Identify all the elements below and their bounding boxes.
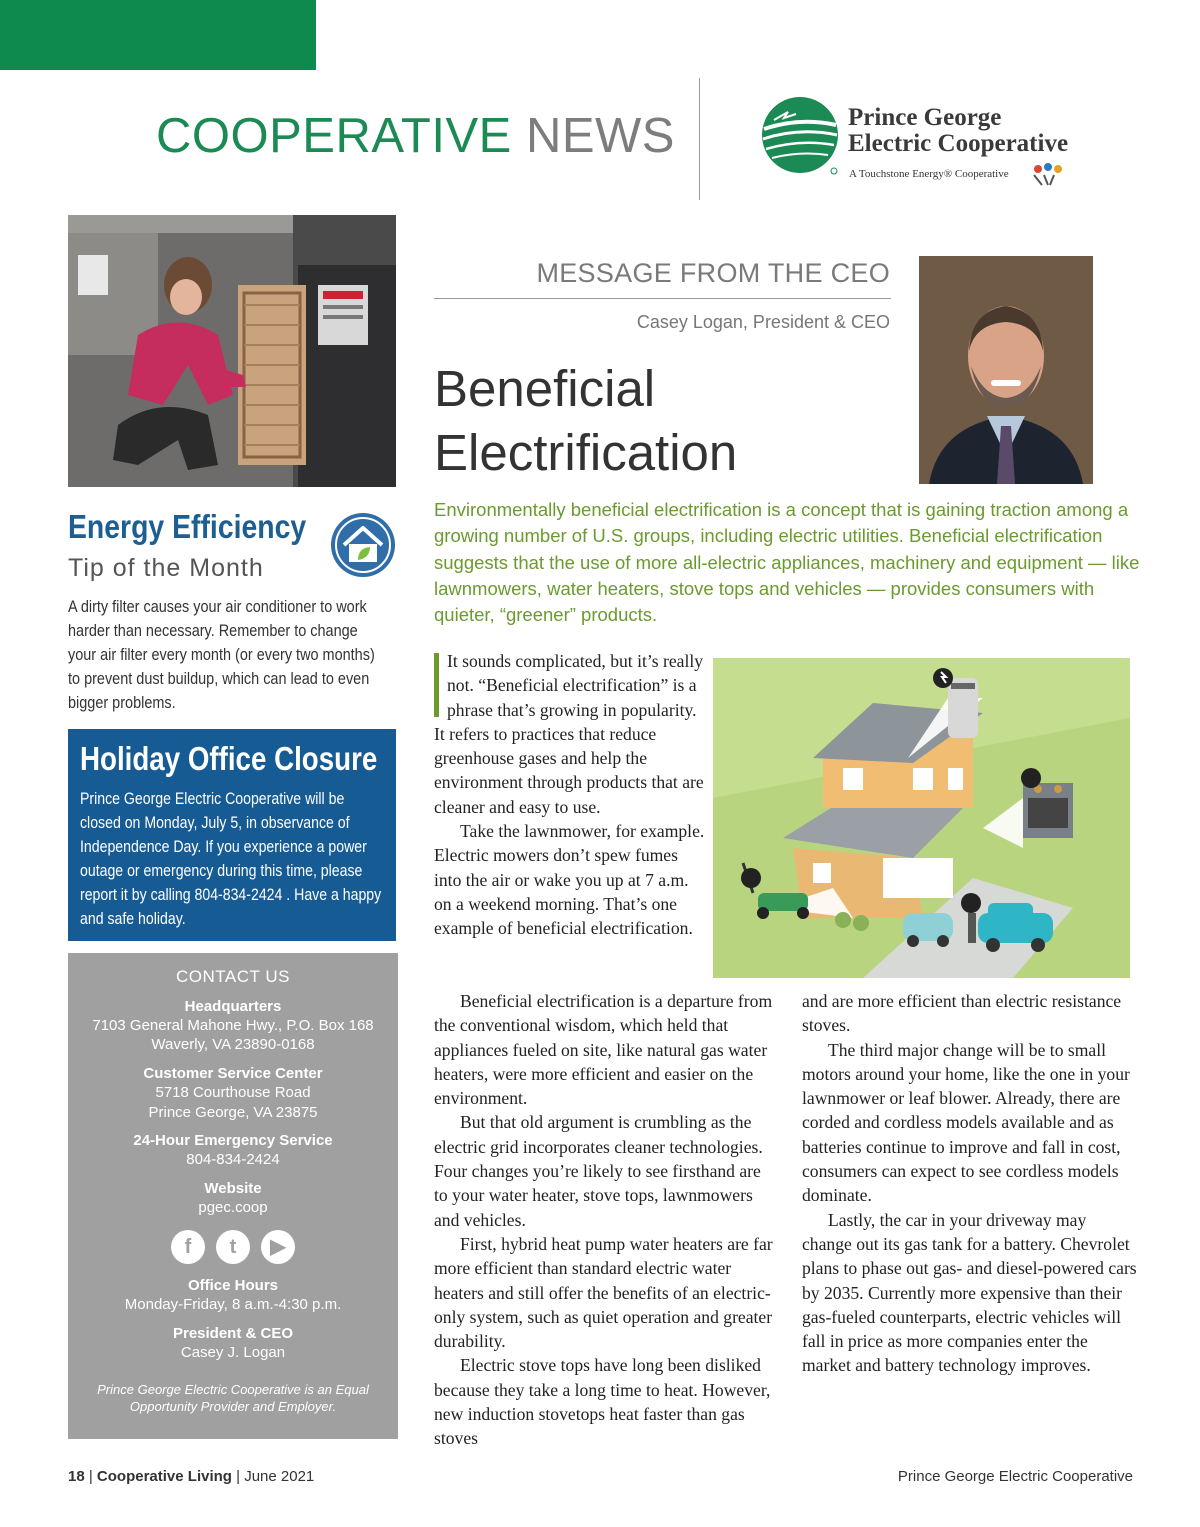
- website-label: Website: [204, 1180, 262, 1197]
- energy-tip-subtitle: Tip of the Month: [68, 554, 264, 582]
- kicker-rule: [434, 298, 891, 299]
- holiday-closure-body: Prince George Electric Cooperative will be closed on Monday, July 5, in observance of Independence Day. If you experience a power outage or emergency during this time, please report it by calling 804-834-2424 . Have a happy and safe holiday.: [80, 789, 382, 928]
- drop-cap-bar: [434, 653, 439, 717]
- ceo-name: Casey J. Logan: [180, 1344, 286, 1361]
- article-paragraph-6: Electric stove tops have long been disliked because they take a long time to heat. However, new induction stovetops heat faster than gas stoves: [434, 1355, 771, 1449]
- article-headline: [434, 357, 904, 485]
- article-paragraph-3: Beneficial electrification is a departure from the conventional wisdom, which held that appliances fueled on site, like natural gas water heaters, were more efficient and easier on the environment.: [434, 991, 773, 1109]
- logo-tagline: A Touchstone Energy® Cooperative: [849, 168, 1009, 180]
- logo-wordmark: [848, 105, 1068, 157]
- emergency-phone[interactable]: 804-834-2424: [186, 1151, 280, 1168]
- headline-line2: Electrification: [434, 424, 738, 481]
- csc-address-line2: Prince George, VA 23875: [148, 1104, 318, 1121]
- article-paragraph-2: Take the lawnmower, for example. Electric mowers don’t spew fumes into the air or wake you up at 7 a.m. on a weekend morning. That’s one example of beneficial electrification.: [434, 821, 705, 939]
- holiday-closure-title: Holiday Office Closure: [80, 740, 378, 777]
- footer-publication: Cooperative Living: [96, 1468, 232, 1485]
- facebook-icon[interactable]: f: [171, 1230, 205, 1264]
- office-hours: Monday-Friday, 8 a.m.-4:30 p.m.: [124, 1296, 342, 1313]
- footer-cooperative-name: Prince George Electric Cooperative: [897, 1468, 1133, 1485]
- contact-us-panel: [68, 953, 398, 1439]
- article-kicker: MESSAGE FROM THE CEO: [536, 258, 890, 288]
- hq-address-line1: 7103 General Mahone Hwy., P.O. Box 168: [92, 1017, 374, 1034]
- article-paragraph-8: Lastly, the car in your driveway may change out its gas tank for a battery. Chevrolet plans to phase out gas- and diesel-powered cars by 2035. Currently more expensive than their gas-fueled counterparts, electric vehicles will fall in price as more companies enter the market and battery technology improves.: [802, 1209, 1137, 1376]
- contact-title: CONTACT US: [176, 967, 290, 986]
- energy-tip-body: A dirty filter causes your air conditioner to work harder than necessary. Remember to change your air filter every month (or every two months) to prevent dust buildup, which can lead to even bigger problems.: [68, 597, 375, 712]
- footer-issue: June 2021: [244, 1468, 315, 1485]
- house-leaf-icon: [330, 512, 396, 578]
- headline-line1: Beneficial: [434, 360, 656, 417]
- energy-tip-title: Energy Efficiency: [68, 508, 307, 545]
- article-column-1-top: [434, 649, 706, 941]
- logo-name-line2: Electric Cooperative: [848, 130, 1069, 157]
- logo-name-line1: Prince George: [848, 104, 1002, 131]
- article-paragraph-1: It sounds complicated, but it’s really not. “Beneficial electrification” is a phrase that’s growing in popularity. It refers to practices that reduce greenhouse gases and help the environment through products that are cleaner and easy to use.: [434, 651, 704, 817]
- header-divider: [699, 78, 700, 200]
- hq-address-line2: Waverly, VA 23890-0168: [151, 1036, 315, 1053]
- hours-label: Office Hours: [187, 1277, 278, 1294]
- masthead-word-cooperative: COOPERATIVE: [156, 109, 512, 163]
- article-column-1-bottom: [434, 989, 774, 1451]
- section-masthead: [156, 108, 675, 164]
- csc-label: Customer Service Center: [143, 1065, 323, 1082]
- hq-label: Headquarters: [184, 998, 282, 1015]
- article-paragraph-5: First, hybrid heat pump water heaters are far more efficient than standard electric water heaters and still offer the benefits of an electric-only system, such as quiet operation and greater durability.: [434, 1233, 773, 1352]
- twitter-icon[interactable]: t: [216, 1230, 250, 1264]
- ceo-portrait-photo: [919, 256, 1093, 484]
- masthead-word-news: NEWS: [525, 109, 675, 163]
- article-paragraph-6-continued: and are more efficient than electric resistance stoves.: [802, 991, 1122, 1036]
- footer-folio: 18 | Cooperative Living | June 2021: [68, 1468, 315, 1485]
- header-accent-bar: [0, 0, 316, 70]
- electrified-home-illustration: [713, 658, 1130, 978]
- footer-page-number: 18: [68, 1468, 85, 1485]
- article-paragraph-7: The third major change will be to small motors around your home, like the one in your lawnmower or leaf blower. Already, there are corded and cordless models available and as batteries continue to improve and fall in cost, consumers can expect to see cordless models dominate.: [802, 1039, 1130, 1206]
- article-lede: Environmentally beneficial electrification is a concept that is gaining traction among a growing number of U.S. groups, including electric utilities. Beneficial electrification suggests that the use of more all-electric appliances, machinery and equipment — like lawnmowers, water heaters, stove tops and vehicles — provides consumers with quieter, “greener” products.: [434, 499, 1140, 626]
- youtube-icon[interactable]: ▶: [261, 1230, 295, 1264]
- furnace-filter-photo: [68, 215, 396, 487]
- emergency-label: 24-Hour Emergency Service: [133, 1132, 333, 1149]
- ceo-label: President & CEO: [172, 1325, 294, 1342]
- website-link[interactable]: pgec.coop: [198, 1199, 268, 1216]
- article-column-2: [802, 989, 1140, 1378]
- csc-address-line1: 5718 Courthouse Road: [155, 1084, 311, 1101]
- eeo-statement: Prince George Electric Cooperative is an Equal Opportunity Provider and Employer.: [97, 1382, 369, 1414]
- article-paragraph-4: But that old argument is crumbling as the electric grid incorporates cleaner technologies. Four changes you’re likely to see firsthand are to your water heater, stove tops, lawnmowers and vehicles.: [434, 1112, 763, 1230]
- article-byline: Casey Logan, President & CEO: [636, 312, 890, 332]
